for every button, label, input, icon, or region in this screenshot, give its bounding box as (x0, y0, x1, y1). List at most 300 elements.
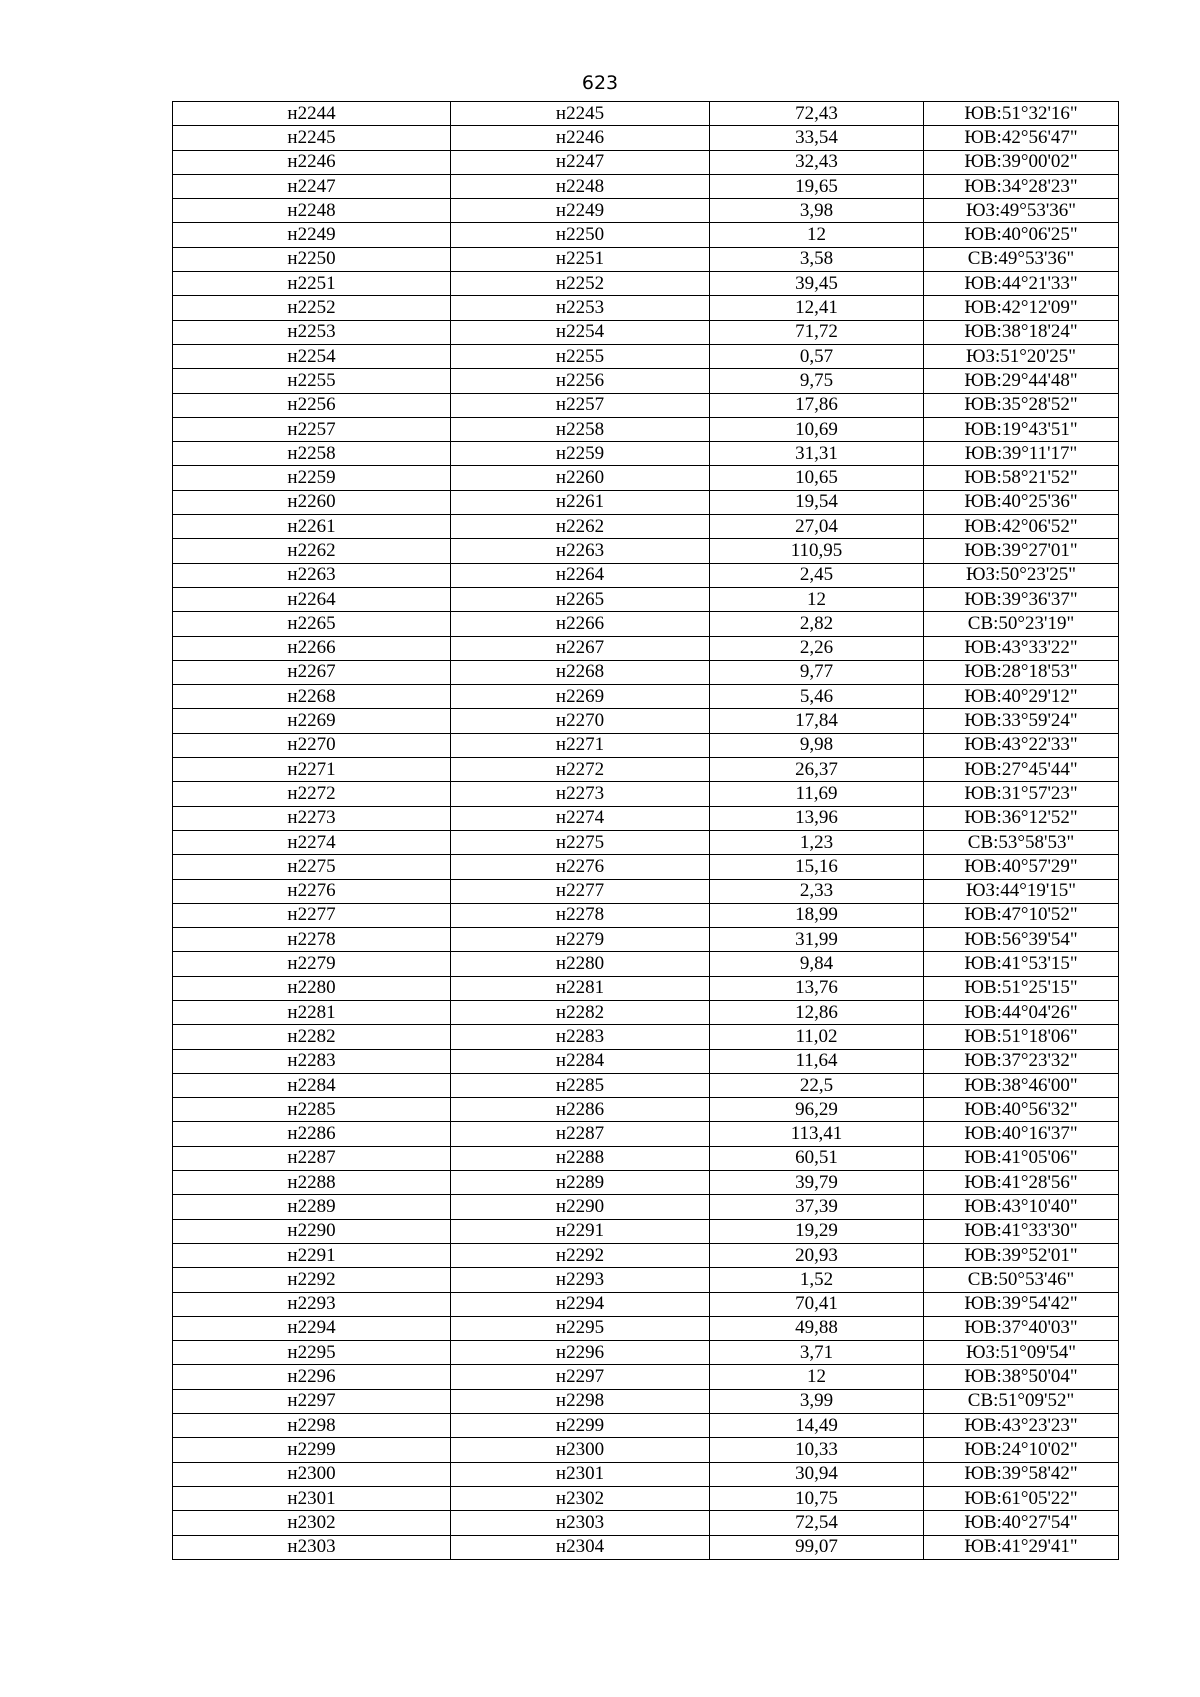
to-point-cell: н2261 (451, 490, 710, 514)
table-row (173, 272, 1119, 296)
table-row (173, 1462, 1119, 1486)
table-row (173, 344, 1119, 368)
bearing-cell: ЮВ:42°06'52" (924, 515, 1119, 539)
table-row (173, 685, 1119, 709)
to-point-cell: н2282 (451, 1000, 710, 1024)
to-point-cell: н2269 (451, 685, 710, 709)
bearing-cell: ЮВ:37°40'03" (924, 1316, 1119, 1340)
table-row (173, 1341, 1119, 1365)
from-point-cell: н2298 (173, 1414, 451, 1438)
distance-cell: 19,29 (710, 1219, 924, 1243)
bearing-cell: ЮВ:41°53'15" (924, 952, 1119, 976)
to-point-cell: н2272 (451, 758, 710, 782)
to-point-cell: н2250 (451, 223, 710, 247)
table-row (173, 1511, 1119, 1535)
distance-cell: 0,57 (710, 344, 924, 368)
table-row (173, 563, 1119, 587)
table-row (173, 1535, 1119, 1559)
from-point-cell: н2278 (173, 928, 451, 952)
bearing-cell: СВ:53°58'53" (924, 830, 1119, 854)
from-point-cell: н2285 (173, 1098, 451, 1122)
distance-cell: 96,29 (710, 1098, 924, 1122)
table-row (173, 830, 1119, 854)
distance-cell: 9,98 (710, 733, 924, 757)
to-point-cell: н2284 (451, 1049, 710, 1073)
to-point-cell: н2283 (451, 1025, 710, 1049)
table-row (173, 709, 1119, 733)
distance-cell: 31,31 (710, 442, 924, 466)
distance-cell: 5,46 (710, 685, 924, 709)
bearing-cell: ЮВ:43°23'23" (924, 1414, 1119, 1438)
from-point-cell: н2284 (173, 1073, 451, 1097)
bearing-cell: ЮВ:43°22'33" (924, 733, 1119, 757)
table-row (173, 1146, 1119, 1170)
to-point-cell: н2259 (451, 442, 710, 466)
to-point-cell: н2267 (451, 636, 710, 660)
distance-cell: 70,41 (710, 1292, 924, 1316)
to-point-cell: н2265 (451, 587, 710, 611)
to-point-cell: н2288 (451, 1146, 710, 1170)
table-row (173, 466, 1119, 490)
from-point-cell: н2262 (173, 539, 451, 563)
bearing-cell: ЮВ:51°25'15" (924, 976, 1119, 1000)
coordinates-table (172, 101, 1119, 1560)
from-point-cell: н2259 (173, 466, 451, 490)
table-row (173, 636, 1119, 660)
bearing-cell: СВ:50°23'19" (924, 612, 1119, 636)
distance-cell: 113,41 (710, 1122, 924, 1146)
distance-cell: 9,84 (710, 952, 924, 976)
table-row (173, 1098, 1119, 1122)
table-row (173, 1049, 1119, 1073)
table-row (173, 490, 1119, 514)
bearing-cell: ЮВ:44°04'26" (924, 1000, 1119, 1024)
to-point-cell: н2273 (451, 782, 710, 806)
to-point-cell: н2286 (451, 1098, 710, 1122)
to-point-cell: н2304 (451, 1535, 710, 1559)
bearing-cell: ЮВ:44°21'33" (924, 272, 1119, 296)
table-row (173, 1073, 1119, 1097)
to-point-cell: н2245 (451, 102, 710, 126)
from-point-cell: н2288 (173, 1171, 451, 1195)
distance-cell: 17,84 (710, 709, 924, 733)
table-row (173, 1171, 1119, 1195)
distance-cell: 27,04 (710, 515, 924, 539)
distance-cell: 32,43 (710, 150, 924, 174)
bearing-cell: ЮВ:38°50'04" (924, 1365, 1119, 1389)
bearing-cell: ЮВ:40°06'25" (924, 223, 1119, 247)
from-point-cell: н2286 (173, 1122, 451, 1146)
to-point-cell: н2278 (451, 903, 710, 927)
from-point-cell: н2251 (173, 272, 451, 296)
bearing-cell: ЮВ:58°21'52" (924, 466, 1119, 490)
bearing-cell: ЮВ:47°10'52" (924, 903, 1119, 927)
bearing-cell: ЮЗ:49°53'36" (924, 199, 1119, 223)
from-point-cell: н2282 (173, 1025, 451, 1049)
bearing-cell: ЮВ:34°28'23" (924, 174, 1119, 198)
table-row (173, 417, 1119, 441)
to-point-cell: н2298 (451, 1389, 710, 1413)
to-point-cell: н2268 (451, 660, 710, 684)
to-point-cell: н2274 (451, 806, 710, 830)
bearing-cell: ЮВ:35°28'52" (924, 393, 1119, 417)
from-point-cell: н2255 (173, 369, 451, 393)
from-point-cell: н2244 (173, 102, 451, 126)
to-point-cell: н2294 (451, 1292, 710, 1316)
bearing-cell: ЮВ:42°56'47" (924, 126, 1119, 150)
to-point-cell: н2258 (451, 417, 710, 441)
from-point-cell: н2296 (173, 1365, 451, 1389)
to-point-cell: н2285 (451, 1073, 710, 1097)
table-row (173, 539, 1119, 563)
table-row (173, 1025, 1119, 1049)
table-row (173, 1268, 1119, 1292)
from-point-cell: н2246 (173, 150, 451, 174)
from-point-cell: н2253 (173, 320, 451, 344)
to-point-cell: н2302 (451, 1486, 710, 1510)
table-row (173, 1365, 1119, 1389)
to-point-cell: н2256 (451, 369, 710, 393)
bearing-cell: ЮВ:27°45'44" (924, 758, 1119, 782)
table-row (173, 102, 1119, 126)
bearing-cell: ЮВ:24°10'02" (924, 1438, 1119, 1462)
from-point-cell: н2260 (173, 490, 451, 514)
distance-cell: 1,52 (710, 1268, 924, 1292)
from-point-cell: н2265 (173, 612, 451, 636)
distance-cell: 13,96 (710, 806, 924, 830)
distance-cell: 11,64 (710, 1049, 924, 1073)
to-point-cell: н2277 (451, 879, 710, 903)
table-row (173, 1389, 1119, 1413)
distance-cell: 3,99 (710, 1389, 924, 1413)
table-row (173, 976, 1119, 1000)
to-point-cell: н2257 (451, 393, 710, 417)
distance-cell: 3,58 (710, 247, 924, 271)
distance-cell: 10,65 (710, 466, 924, 490)
to-point-cell: н2260 (451, 466, 710, 490)
to-point-cell: н2303 (451, 1511, 710, 1535)
to-point-cell: н2300 (451, 1438, 710, 1462)
bearing-cell: ЮВ:43°10'40" (924, 1195, 1119, 1219)
distance-cell: 20,93 (710, 1243, 924, 1267)
to-point-cell: н2252 (451, 272, 710, 296)
from-point-cell: н2245 (173, 126, 451, 150)
to-point-cell: н2264 (451, 563, 710, 587)
table-row (173, 1414, 1119, 1438)
to-point-cell: н2270 (451, 709, 710, 733)
table-row (173, 733, 1119, 757)
from-point-cell: н2277 (173, 903, 451, 927)
bearing-cell: ЮВ:39°27'01" (924, 539, 1119, 563)
from-point-cell: н2256 (173, 393, 451, 417)
distance-cell: 37,39 (710, 1195, 924, 1219)
from-point-cell: н2247 (173, 174, 451, 198)
distance-cell: 12,86 (710, 1000, 924, 1024)
distance-cell: 11,69 (710, 782, 924, 806)
to-point-cell: н2254 (451, 320, 710, 344)
to-point-cell: н2290 (451, 1195, 710, 1219)
distance-cell: 72,54 (710, 1511, 924, 1535)
from-point-cell: н2249 (173, 223, 451, 247)
distance-cell: 22,5 (710, 1073, 924, 1097)
table-row (173, 758, 1119, 782)
from-point-cell: н2292 (173, 1268, 451, 1292)
from-point-cell: н2303 (173, 1535, 451, 1559)
distance-cell: 10,69 (710, 417, 924, 441)
bearing-cell: ЮВ:51°18'06" (924, 1025, 1119, 1049)
from-point-cell: н2252 (173, 296, 451, 320)
distance-cell: 19,54 (710, 490, 924, 514)
bearing-cell: ЮВ:40°25'36" (924, 490, 1119, 514)
from-point-cell: н2293 (173, 1292, 451, 1316)
bearing-cell: ЮВ:36°12'52" (924, 806, 1119, 830)
to-point-cell: н2251 (451, 247, 710, 271)
table-row (173, 1219, 1119, 1243)
bearing-cell: ЮВ:40°56'32" (924, 1098, 1119, 1122)
distance-cell: 15,16 (710, 855, 924, 879)
bearing-cell: ЮВ:38°46'00" (924, 1073, 1119, 1097)
from-point-cell: н2299 (173, 1438, 451, 1462)
to-point-cell: н2247 (451, 150, 710, 174)
table-row (173, 515, 1119, 539)
to-point-cell: н2276 (451, 855, 710, 879)
from-point-cell: н2270 (173, 733, 451, 757)
table-row (173, 1000, 1119, 1024)
bearing-cell: ЮВ:40°27'54" (924, 1511, 1119, 1535)
from-point-cell: н2275 (173, 855, 451, 879)
to-point-cell: н2297 (451, 1365, 710, 1389)
from-point-cell: н2291 (173, 1243, 451, 1267)
bearing-cell: ЮВ:19°43'51" (924, 417, 1119, 441)
table-row (173, 126, 1119, 150)
to-point-cell: н2271 (451, 733, 710, 757)
bearing-cell: ЮЗ:50°23'25" (924, 563, 1119, 587)
table-row (173, 855, 1119, 879)
bearing-cell: ЮВ:51°32'16" (924, 102, 1119, 126)
bearing-cell: ЮВ:38°18'24" (924, 320, 1119, 344)
distance-cell: 12 (710, 587, 924, 611)
table-row (173, 879, 1119, 903)
from-point-cell: н2297 (173, 1389, 451, 1413)
table-row (173, 1316, 1119, 1340)
distance-cell: 17,86 (710, 393, 924, 417)
from-point-cell: н2294 (173, 1316, 451, 1340)
to-point-cell: н2296 (451, 1341, 710, 1365)
to-point-cell: н2253 (451, 296, 710, 320)
from-point-cell: н2248 (173, 199, 451, 223)
distance-cell: 10,33 (710, 1438, 924, 1462)
distance-cell: 39,79 (710, 1171, 924, 1195)
to-point-cell: н2299 (451, 1414, 710, 1438)
from-point-cell: н2300 (173, 1462, 451, 1486)
bearing-cell: ЮВ:41°05'06" (924, 1146, 1119, 1170)
from-point-cell: н2267 (173, 660, 451, 684)
from-point-cell: н2271 (173, 758, 451, 782)
from-point-cell: н2287 (173, 1146, 451, 1170)
table-row (173, 1438, 1119, 1462)
to-point-cell: н2249 (451, 199, 710, 223)
bearing-cell: ЮВ:29°44'48" (924, 369, 1119, 393)
to-point-cell: н2279 (451, 928, 710, 952)
table-row (173, 1243, 1119, 1267)
distance-cell: 9,75 (710, 369, 924, 393)
from-point-cell: н2274 (173, 830, 451, 854)
table-row (173, 1195, 1119, 1219)
table-row (173, 223, 1119, 247)
bearing-cell: ЮВ:41°29'41" (924, 1535, 1119, 1559)
distance-cell: 71,72 (710, 320, 924, 344)
table-body (173, 102, 1119, 1560)
from-point-cell: н2273 (173, 806, 451, 830)
table-row (173, 612, 1119, 636)
distance-cell: 49,88 (710, 1316, 924, 1340)
from-point-cell: н2257 (173, 417, 451, 441)
from-point-cell: н2269 (173, 709, 451, 733)
from-point-cell: н2263 (173, 563, 451, 587)
bearing-cell: ЮВ:31°57'23" (924, 782, 1119, 806)
distance-cell: 18,99 (710, 903, 924, 927)
distance-cell: 2,82 (710, 612, 924, 636)
distance-cell: 9,77 (710, 660, 924, 684)
from-point-cell: н2295 (173, 1341, 451, 1365)
distance-cell: 26,37 (710, 758, 924, 782)
table-row (173, 806, 1119, 830)
to-point-cell: н2287 (451, 1122, 710, 1146)
distance-cell: 30,94 (710, 1462, 924, 1486)
to-point-cell: н2255 (451, 344, 710, 368)
bearing-cell: ЮВ:37°23'32" (924, 1049, 1119, 1073)
table-row (173, 174, 1119, 198)
to-point-cell: н2280 (451, 952, 710, 976)
distance-cell: 2,33 (710, 879, 924, 903)
bearing-cell: ЮВ:41°28'56" (924, 1171, 1119, 1195)
table-row (173, 369, 1119, 393)
from-point-cell: н2281 (173, 1000, 451, 1024)
distance-cell: 110,95 (710, 539, 924, 563)
bearing-cell: ЮЗ:51°20'25" (924, 344, 1119, 368)
from-point-cell: н2250 (173, 247, 451, 271)
distance-cell: 14,49 (710, 1414, 924, 1438)
bearing-cell: ЮВ:33°59'24" (924, 709, 1119, 733)
distance-cell: 12,41 (710, 296, 924, 320)
table-row (173, 393, 1119, 417)
bearing-cell: ЮВ:40°16'37" (924, 1122, 1119, 1146)
distance-cell: 39,45 (710, 272, 924, 296)
bearing-cell: СВ:49°53'36" (924, 247, 1119, 271)
from-point-cell: н2264 (173, 587, 451, 611)
bearing-cell: ЮВ:39°36'37" (924, 587, 1119, 611)
distance-cell: 13,76 (710, 976, 924, 1000)
to-point-cell: н2295 (451, 1316, 710, 1340)
table-row (173, 660, 1119, 684)
bearing-cell: СВ:51°09'52" (924, 1389, 1119, 1413)
distance-cell: 2,45 (710, 563, 924, 587)
table-row (173, 442, 1119, 466)
bearing-cell: ЮВ:28°18'53" (924, 660, 1119, 684)
table-row (173, 199, 1119, 223)
to-point-cell: н2266 (451, 612, 710, 636)
to-point-cell: н2248 (451, 174, 710, 198)
distance-cell: 10,75 (710, 1486, 924, 1510)
to-point-cell: н2293 (451, 1268, 710, 1292)
table-row (173, 952, 1119, 976)
distance-cell: 12 (710, 223, 924, 247)
from-point-cell: н2276 (173, 879, 451, 903)
to-point-cell: н2275 (451, 830, 710, 854)
from-point-cell: н2279 (173, 952, 451, 976)
from-point-cell: н2258 (173, 442, 451, 466)
distance-cell: 60,51 (710, 1146, 924, 1170)
from-point-cell: н2261 (173, 515, 451, 539)
distance-cell: 31,99 (710, 928, 924, 952)
bearing-cell: ЮВ:39°11'17" (924, 442, 1119, 466)
table-row (173, 150, 1119, 174)
distance-cell: 12 (710, 1365, 924, 1389)
bearing-cell: ЮВ:40°57'29" (924, 855, 1119, 879)
from-point-cell: н2290 (173, 1219, 451, 1243)
from-point-cell: н2289 (173, 1195, 451, 1219)
table-row (173, 903, 1119, 927)
from-point-cell: н2301 (173, 1486, 451, 1510)
to-point-cell: н2263 (451, 539, 710, 563)
distance-cell: 33,54 (710, 126, 924, 150)
bearing-cell: ЮВ:39°52'01" (924, 1243, 1119, 1267)
bearing-cell: ЮЗ:44°19'15" (924, 879, 1119, 903)
from-point-cell: н2302 (173, 1511, 451, 1535)
distance-cell: 99,07 (710, 1535, 924, 1559)
to-point-cell: н2262 (451, 515, 710, 539)
distance-cell: 19,65 (710, 174, 924, 198)
bearing-cell: ЮВ:56°39'54" (924, 928, 1119, 952)
to-point-cell: н2301 (451, 1462, 710, 1486)
distance-cell: 2,26 (710, 636, 924, 660)
from-point-cell: н2268 (173, 685, 451, 709)
bearing-cell: ЮВ:40°29'12" (924, 685, 1119, 709)
bearing-cell: СВ:50°53'46" (924, 1268, 1119, 1292)
table-row (173, 1486, 1119, 1510)
table-row (173, 587, 1119, 611)
distance-cell: 72,43 (710, 102, 924, 126)
bearing-cell: ЮВ:41°33'30" (924, 1219, 1119, 1243)
to-point-cell: н2291 (451, 1219, 710, 1243)
to-point-cell: н2246 (451, 126, 710, 150)
to-point-cell: н2292 (451, 1243, 710, 1267)
bearing-cell: ЮВ:39°00'02" (924, 150, 1119, 174)
bearing-cell: ЮВ:39°58'42" (924, 1462, 1119, 1486)
distance-cell: 3,98 (710, 199, 924, 223)
distance-cell: 11,02 (710, 1025, 924, 1049)
from-point-cell: н2266 (173, 636, 451, 660)
to-point-cell: н2289 (451, 1171, 710, 1195)
bearing-cell: ЮВ:42°12'09" (924, 296, 1119, 320)
bearing-cell: ЮВ:43°33'22" (924, 636, 1119, 660)
from-point-cell: н2283 (173, 1049, 451, 1073)
table-row (173, 247, 1119, 271)
from-point-cell: н2272 (173, 782, 451, 806)
table-row (173, 296, 1119, 320)
from-point-cell: н2280 (173, 976, 451, 1000)
bearing-cell: ЮВ:61°05'22" (924, 1486, 1119, 1510)
table-row (173, 320, 1119, 344)
page-number: 623 (581, 72, 619, 94)
to-point-cell: н2281 (451, 976, 710, 1000)
table-row (173, 782, 1119, 806)
bearing-cell: ЮВ:39°54'42" (924, 1292, 1119, 1316)
distance-cell: 3,71 (710, 1341, 924, 1365)
table-row (173, 1122, 1119, 1146)
from-point-cell: н2254 (173, 344, 451, 368)
table-row (173, 1292, 1119, 1316)
